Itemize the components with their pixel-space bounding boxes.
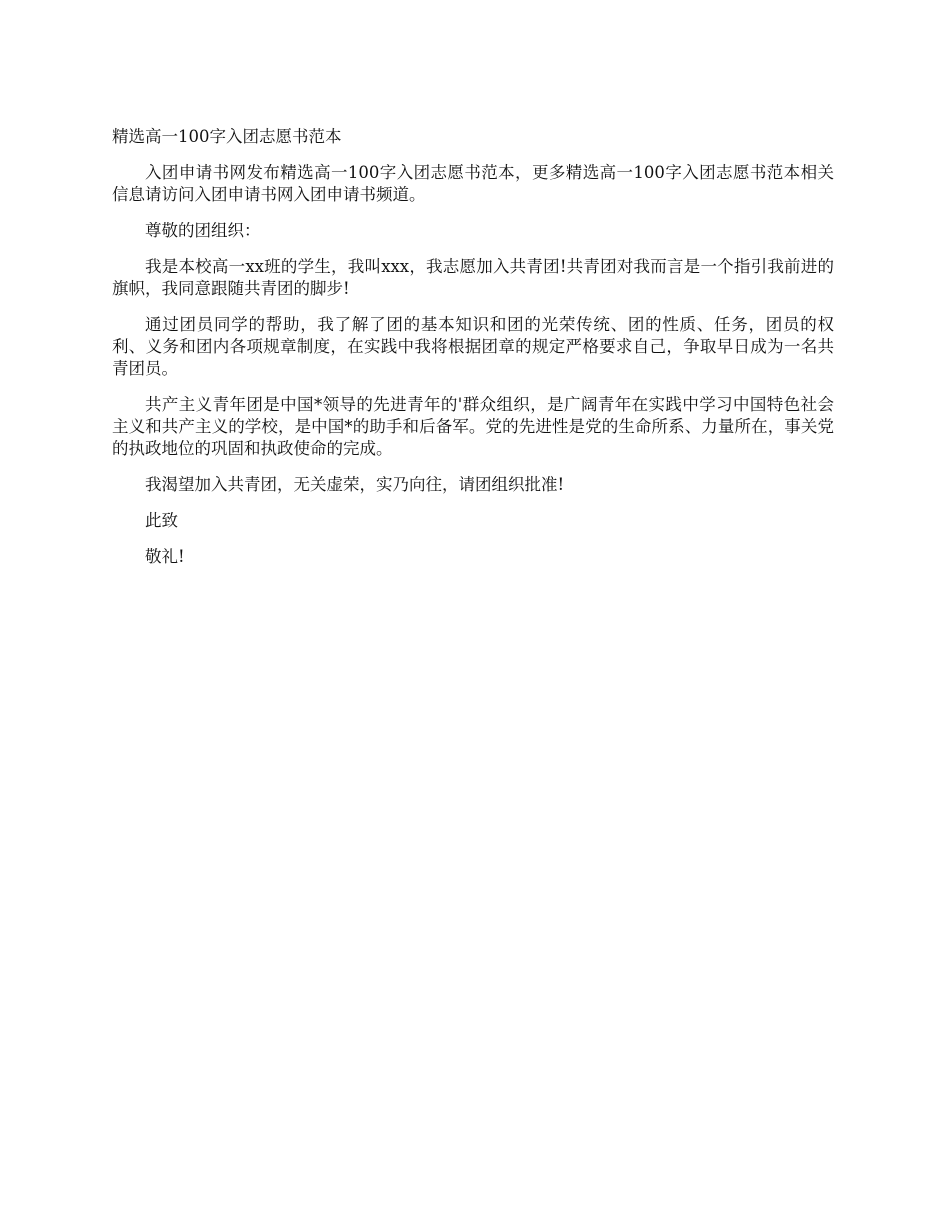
- document-title: 精选高一100字入团志愿书范本: [112, 127, 342, 146]
- salutation: 尊敬的团组织：: [145, 221, 261, 240]
- body-paragraph: 通过团员同学的帮助，我了解了团的基本知识和团的光荣传统、团的性质、任务，团员的权利、义务和团内各项规章制度，在实践中我将根据团章的规定严格要求自己，争取早日成为一名共青团员。: [112, 315, 834, 378]
- body-paragraph: 我是本校高一xx班的学生，我叫xxx，我志愿加入共青团!共青团对我而言是一个指引我前进的旗帜，我同意跟随共青团的脚步!: [112, 257, 834, 298]
- body-paragraph: 我渴望加入共青团，无关虚荣，实乃向往，请团组织批准!: [145, 475, 565, 494]
- intro-paragraph: 入团申请书网发布精选高一100字入团志愿书范本，更多精选高一100字入团志愿书范本相关信息请访问入团申请书网入团申请书频道。: [112, 163, 834, 204]
- document-page: [112, 126, 834, 582]
- closing-regards: 敬礼!: [145, 547, 185, 566]
- closing-line: 此致: [145, 511, 178, 530]
- body-paragraph: 共产主义青年团是中国*领导的先进青年的'群众组织，是广阔青年在实践中学习中国特色社会主义和共产主义的学校，是中国*的助手和后备军。党的先进性是党的生命所系、力量所在，事关党的执政地位的巩固和执政使命的完成。: [112, 395, 834, 458]
